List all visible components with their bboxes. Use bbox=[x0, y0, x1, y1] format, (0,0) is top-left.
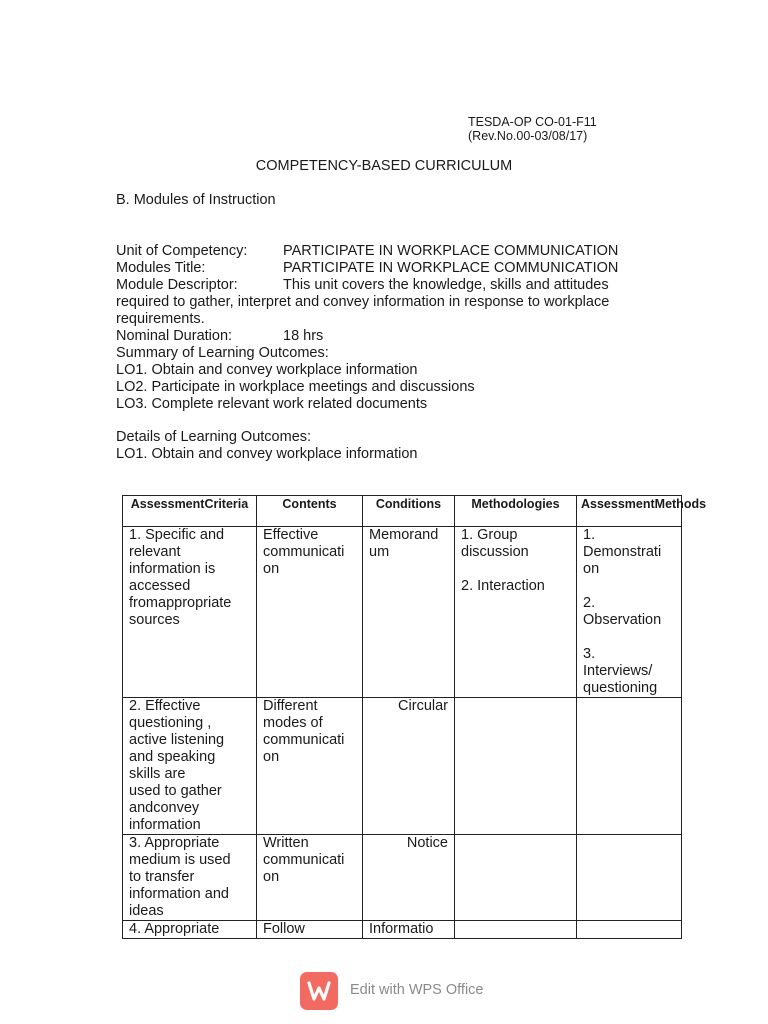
conditions-cell: Memorand um bbox=[363, 527, 455, 698]
methodologies-cell: 1. Group discussion 2. Interaction bbox=[455, 527, 577, 698]
table-header-row bbox=[123, 496, 682, 527]
criteria-cell: 1. Specific and relevant information is accessed fromappropriate sources bbox=[123, 527, 257, 698]
header-assessment-methods: AssessmentMethods bbox=[577, 496, 682, 527]
unit-label: Unit of Competency: bbox=[116, 243, 248, 259]
conditions-cell: Notice bbox=[363, 835, 455, 921]
descriptor-line-1: This unit covers the knowledge, skills and attitudes bbox=[283, 277, 609, 293]
table-row bbox=[123, 835, 682, 921]
summary-heading: Summary of Learning Outcomes: bbox=[116, 345, 329, 361]
header-contents: Contents bbox=[257, 496, 363, 527]
details-heading: Details of Learning Outcomes: bbox=[116, 429, 312, 445]
learning-outcome-table bbox=[122, 495, 707, 939]
module-descriptor bbox=[116, 277, 609, 294]
nominal-duration bbox=[116, 328, 323, 345]
section-heading: B. Modules of Instruction bbox=[116, 192, 276, 208]
conditions-cell: Informatio bbox=[363, 921, 455, 939]
module-title-value: PARTICIPATE IN WORKPLACE COMMUNICATION bbox=[283, 260, 619, 276]
module-title-label: Modules Title: bbox=[116, 260, 206, 276]
edit-with-wps-link[interactable]: Edit with WPS Office bbox=[350, 982, 484, 998]
details-outcome: LO1. Obtain and convey workplace information bbox=[116, 446, 418, 462]
descriptor-line-3: requirements. bbox=[116, 311, 205, 327]
table-row bbox=[123, 698, 682, 835]
contents-cell: Written communicati on bbox=[257, 835, 363, 921]
header-assessment-criteria: AssessmentCriteria bbox=[123, 496, 257, 527]
form-code: TESDA-OP CO-01-F11 bbox=[468, 115, 597, 129]
assessment-methods-cell bbox=[577, 835, 682, 921]
descriptor-label: Module Descriptor: bbox=[116, 277, 238, 293]
outcome-3: LO3. Complete relevant work related documents bbox=[116, 396, 428, 412]
outcome-1: LO1. Obtain and convey workplace information bbox=[116, 362, 418, 378]
module-title bbox=[116, 260, 618, 277]
methodologies-cell bbox=[455, 835, 577, 921]
criteria-cell: 2. Effective questioning , active listening and speaking skills are used to gather andconvey information bbox=[123, 698, 257, 835]
assessment-methods-cell bbox=[577, 921, 682, 939]
outcome-2: LO2. Participate in workplace meetings and discussions bbox=[116, 379, 475, 395]
revision-number: (Rev.No.00-03/08/17) bbox=[468, 129, 588, 143]
criteria-cell: 3. Appropriate medium is used to transfer information and ideas bbox=[123, 835, 257, 921]
assessment-methods-cell: 1. Demonstrati on 2. Observation 3. Interviews/ questioning bbox=[577, 527, 682, 698]
duration-value: 18 hrs bbox=[283, 328, 324, 344]
wps-logo-icon[interactable] bbox=[300, 972, 338, 1010]
assessment-methods-cell bbox=[577, 698, 682, 835]
duration-label: Nominal Duration: bbox=[116, 328, 233, 344]
unit-of-competency bbox=[116, 243, 618, 260]
page-title: COMPETENCY-BASED CURRICULUM bbox=[255, 158, 513, 174]
document-code bbox=[468, 115, 597, 143]
conditions-cell: Circular bbox=[363, 698, 455, 835]
unit-value: PARTICIPATE IN WORKPLACE COMMUNICATION bbox=[283, 243, 619, 259]
contents-cell: Effective communicati on bbox=[257, 527, 363, 698]
header-conditions: Conditions bbox=[363, 496, 455, 527]
methodologies-cell bbox=[455, 921, 577, 939]
descriptor-line-2: required to gather, interpret and convey information in response to workplace bbox=[116, 294, 610, 310]
methodologies-cell bbox=[455, 698, 577, 835]
criteria-cell: 4. Appropriate bbox=[123, 921, 257, 939]
contents-cell: Follow bbox=[257, 921, 363, 939]
header-methodologies: Methodologies bbox=[455, 496, 577, 527]
table-row bbox=[123, 921, 682, 939]
table-row bbox=[123, 527, 682, 698]
contents-cell: Different modes of communicati on bbox=[257, 698, 363, 835]
